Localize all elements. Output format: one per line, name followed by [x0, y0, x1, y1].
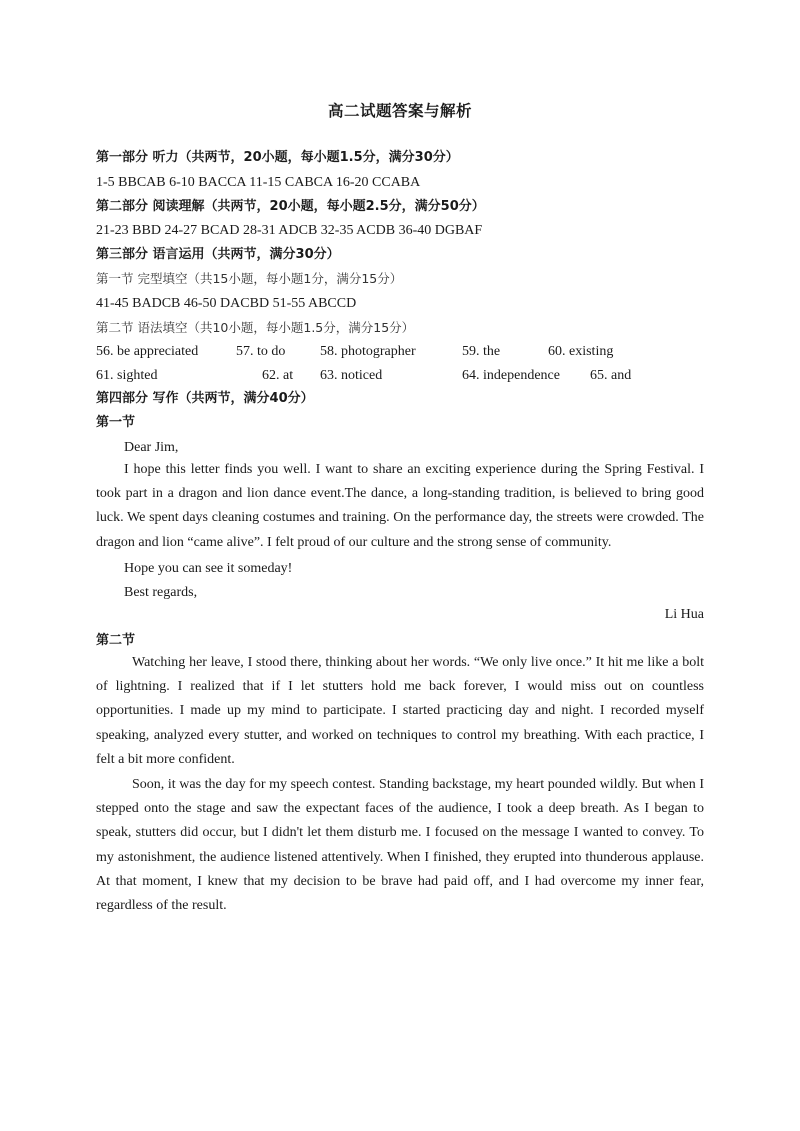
grammar-answer: 57. to do	[236, 344, 286, 359]
grammar-answer: 60. existing	[548, 344, 614, 359]
grammar-answer: 62. at	[262, 368, 294, 383]
part4-section1-heading: 第一节	[96, 415, 136, 430]
part1-heading: 第一部分 听力（共两节，20小题，每小题1.5分，满分30分）	[96, 150, 459, 165]
grammar-answer: 65. and	[590, 368, 632, 383]
story-paragraph-1: Watching her leave, I stood there, thinking about her words. “We only live once.” It hit me like a bolt of lightning. I realized that if I let stutters hold me back forever, I would miss out on countless opportunities. I made up my mind to participate. I started practicing day and night. I recorded myself speaking, analyzed every stutter, and worked on techniques to control my breathing. With each practice, I felt a bit more confident.	[96, 655, 704, 767]
part4-section2-heading: 第二节	[96, 633, 136, 648]
letter-closing-line: Hope you can see it someday!	[124, 561, 293, 576]
part4-heading: 第四部分 写作（共两节，满分40分）	[96, 391, 314, 406]
letter-salutation: Dear Jim,	[124, 440, 179, 455]
part2-heading: 第二部分 阅读理解（共两节，20小题，每小题2.5分，满分50分）	[96, 199, 485, 214]
letter-body: I hope this letter finds you well. I want to share an exciting experience during the Spring Festival. I took part in a dragon and lion dance event.The dance, a long-standing tradition, is believed to bring good luck. We spent days cleaning costumes and training. On the performance day, the streets were crowded. The dragon and lion “came alive”. I felt proud of our culture and the strong sense of community.	[96, 462, 704, 550]
grammar-answer: 56. be appreciated	[96, 344, 199, 359]
letter-sign-off: Best regards,	[124, 585, 198, 600]
part3-section2-heading: 第二节 语法填空（共10小题，每小题1.5分，满分15分）	[96, 320, 415, 335]
part3-heading: 第三部分 语言运用（共两节，满分30分）	[96, 247, 340, 262]
grammar-answer: 59. the	[462, 344, 501, 359]
part3-section1-answers: 41-45 BADCB 46-50 DACBD 51-55 ABCCD	[96, 296, 357, 311]
letter-signature: Li Hua	[664, 607, 704, 622]
grammar-answer: 58. photographer	[320, 344, 416, 359]
story-paragraph-2: Soon, it was the day for my speech contest. Standing backstage, my heart pounded wildly. But when I stepped onto the stage and saw the expectant faces of the audience, I took a deep breath. As I began to speak, stutters did occur, but I didn't let them disturb me. I focused on the message I wanted to convey. To my astonishment, the audience listened attentively. When I finished, they erupted into thunderous applause. At that moment, I knew that my decision to be brave had paid off, and I had overcome my inner fear, regardless of the result.	[96, 777, 704, 914]
part1-answers: 1-5 BBCAB 6-10 BACCA 11-15 CABCA 16-20 CCABA	[96, 175, 421, 190]
page-title: 高二试题答案与解析	[327, 102, 472, 120]
grammar-answer: 63. noticed	[320, 368, 383, 383]
grammar-answer: 64. independence	[462, 368, 560, 383]
part2-answers: 21-23 BBD 24-27 BCAD 28-31 ADCB 32-35 ACDB 36-40 DGBAF	[96, 223, 483, 238]
grammar-answer: 61. sighted	[96, 368, 158, 383]
part3-section1-heading: 第一节 完型填空（共15小题，每小题1分，满分15分）	[96, 271, 403, 286]
